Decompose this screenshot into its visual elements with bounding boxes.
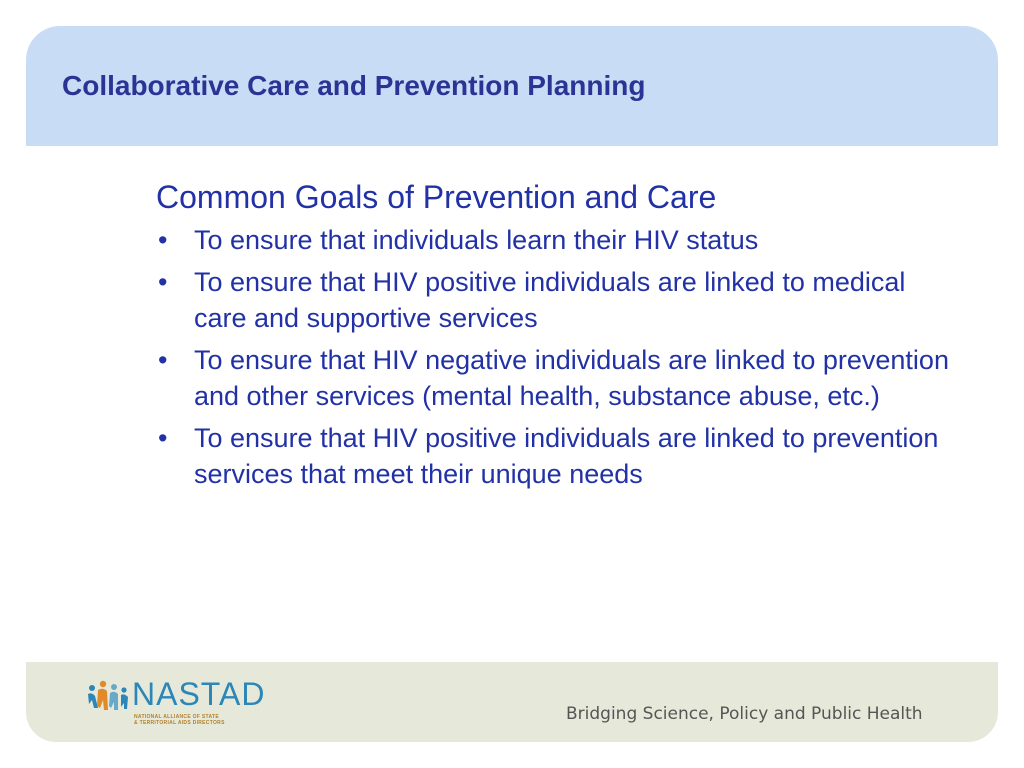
slide-title: Collaborative Care and Prevention Planning xyxy=(62,70,646,101)
bullet-dot: • xyxy=(158,345,168,375)
bullet-text: To ensure that HIV negative individuals are linked to prevention and other services (mental health, substance abuse, etc.) xyxy=(194,345,949,411)
bullet-list xyxy=(156,222,956,492)
logo-subtext-line: & TERRITORIAL AIDS DIRECTORS xyxy=(134,720,225,726)
logo-subtext xyxy=(134,714,274,726)
logo-subtext-line: NATIONAL ALLIANCE OF STATE xyxy=(134,714,220,720)
bullet-dot: • xyxy=(158,225,168,255)
bullet-text: To ensure that HIV positive individuals are linked to medical care and supportive services xyxy=(194,267,906,333)
footer-tagline: Bridging Science, Policy and Public Health xyxy=(566,704,923,724)
bullet-dot: • xyxy=(158,267,168,297)
bullet-text: To ensure that HIV positive individuals are linked to prevention services that meet their unique needs xyxy=(194,423,939,489)
header-band xyxy=(26,26,998,146)
bullet-item xyxy=(156,420,956,492)
content-heading: Common Goals of Prevention and Care xyxy=(156,179,717,215)
nastad-logo xyxy=(86,674,286,732)
bullet-dot: • xyxy=(158,423,168,453)
slide-content xyxy=(156,176,956,498)
bullet-item xyxy=(156,342,956,414)
logo-wordmark: NASTAD xyxy=(132,676,266,712)
bullet-item xyxy=(156,264,956,336)
bullet-text: To ensure that individuals learn their HIV status xyxy=(194,225,759,255)
people-figures-icon xyxy=(86,678,132,718)
bullet-item xyxy=(156,222,956,258)
